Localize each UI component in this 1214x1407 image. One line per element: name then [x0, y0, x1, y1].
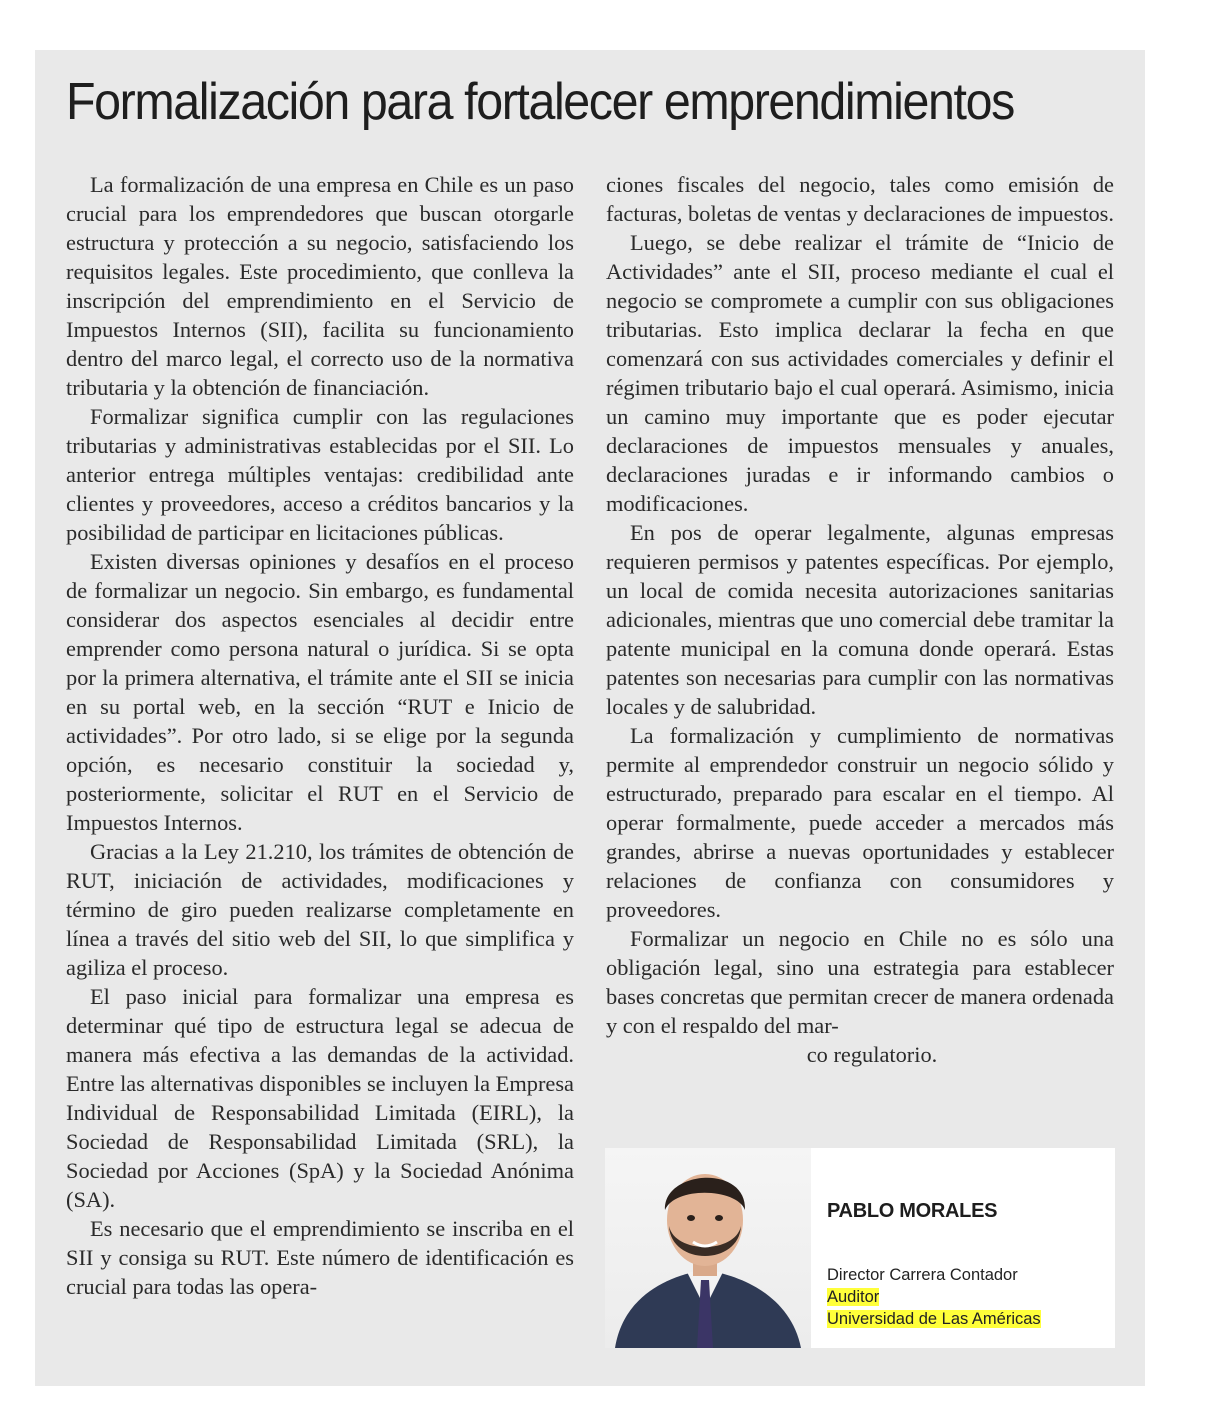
- paragraph-9: La formalización y cumplimiento de normativas permite al emprendedor construir un negocio sólido y estructurado, preparado para escalar en el tiempo. Al operar formalmente, puede acceder a mercados más grandes, abrirse a nuevas oportunidades y establecer relaciones de confianza con consumidores y proveedores.: [606, 723, 1114, 922]
- author-role: [827, 1264, 1041, 1330]
- paragraph-6-continuation: ciones fiscales del negocio, tales como emisión de facturas, boletas de ventas y declaraciones de impuestos.: [606, 172, 1114, 226]
- paragraph-1: La formalización de una empresa en Chile es un paso crucial para los emprendedores que buscan otorgarle estructura y protección a su negocio, satisfaciendo los requisitos legales. Este procedimiento, que conlleva la inscripción del emprendimiento en el Servicio de Impuestos Internos (SII), facilita su funcionamiento dentro del marco legal, el correcto uso de la normativa tributaria y la obtención de financiación.: [66, 172, 574, 400]
- article-left-column: [66, 170, 574, 1301]
- headline: Formalización para fortalecer emprendimientos: [66, 73, 1014, 131]
- article-right-column: [606, 170, 1114, 1069]
- paragraph-6: Es necesario que el emprendimiento se inscriba en el SII y consiga su RUT. Este número de identificación es crucial para todas las opera-: [66, 1216, 574, 1299]
- closing-text: Formalizar un negocio en Chile no es sólo una obligación legal, sino una estrategia para establecer bases concretas que permitan crecer de manera ordenada y con el respaldo del mar-: [606, 926, 1114, 1038]
- author-name: PABLO MORALES: [827, 1200, 998, 1222]
- author-box: [605, 1148, 1115, 1348]
- paragraph-5: El paso inicial para formalizar una empresa es determinar qué tipo de estructura legal se adecua de manera más efectiva a las demandas de la actividad. Entre las alternativas disponibles se incluyen la Empresa Individual de Responsabilidad Limitada (EIRL), la Sociedad de Responsabilidad Limitada (SRL), la Sociedad por Acciones (SpA) y la Sociedad Anónima (SA).: [66, 984, 574, 1212]
- author-photo: [605, 1148, 811, 1348]
- paragraph-3: Existen diversas opiniones y desafíos en el proceso de formalizar un negocio. Sin embargo, es fundamental considerar dos aspectos esenciales al decidir entre emprender como persona natural o jurídica. Si se opta por la primera alternativa, el trámite ante el SII se inicia en su portal web, en la sección “RUT e Inicio de actividades”. Por otro lado, si se elige por la segunda opción, es necesario constituir la sociedad y, posteriormente, solicitar el RUT en el Servicio de Impuestos Internos.: [66, 549, 574, 835]
- author-role-line-2-text: Auditor: [827, 1288, 880, 1306]
- author-role-line-2: [827, 1286, 1041, 1308]
- closing-paragraph: [606, 924, 1114, 1069]
- paragraph-4: Gracias a la Ley 21.210, los trámites de obtención de RUT, iniciación de actividades, modificaciones y término de giro pueden realizarse completamente en línea a través del sitio web del SII, lo que simplifica y agiliza el proceso.: [66, 839, 574, 980]
- author-role-line-3-text: Universidad de Las Américas: [827, 1310, 1041, 1328]
- paragraph-8: En pos de operar legalmente, algunas empresas requieren permisos y patentes específicas. Por ejemplo, un local de comida necesita autorizaciones sanitarias adicionales, mientras que uno comercial debe tramitar la patente municipal en la comuna donde operará. Estas patentes son necesarias para cumplir con las normativas locales y de salubridad.: [606, 520, 1114, 719]
- author-role-line-3: [827, 1308, 1041, 1330]
- author-role-line-1: Director Carrera Contador: [827, 1266, 1018, 1284]
- closing-tail: co regulatorio.: [806, 1042, 938, 1067]
- paragraph-2: Formalizar significa cumplir con las regulaciones tributarias y administrativas establecidas por el SII. Lo anterior entrega múltiples ventajas: credibilidad ante clientes y proveedores, acceso a créditos bancarios y la posibilidad de participar en licitaciones públicas.: [66, 404, 574, 545]
- paragraph-7: Luego, se debe realizar el trámite de “Inicio de Actividades” ante el SII, proceso mediante el cual el negocio se compromete a cumplir con sus obligaciones tributarias. Esto implica declarar la fecha en que comenzará con sus actividades comerciales y definir el régimen tributario bajo el cual operará. Asimismo, inicia un camino muy importante que es poder ejecutar declaraciones de impuestos mensuales y anuales, declaraciones juradas e ir informando cambios o modificaciones.: [606, 230, 1114, 516]
